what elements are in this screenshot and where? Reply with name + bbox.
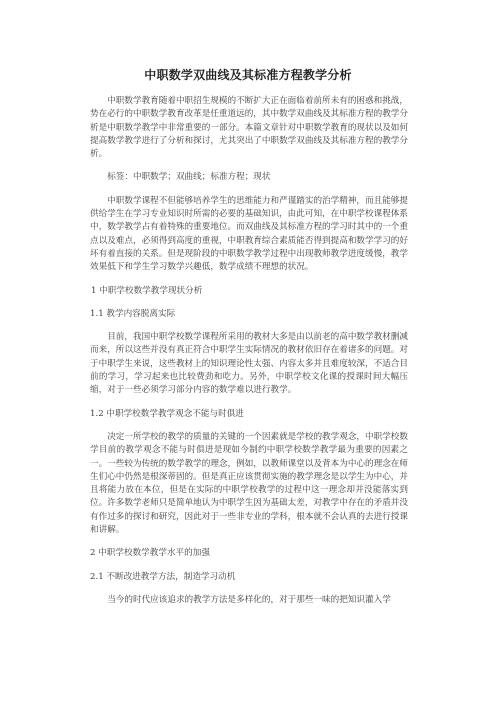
paper-title: 中职数学双曲线及其标准方程教学分析 (144, 68, 352, 82)
section-1-1-paragraph: 目前，我国中职学校数学课程所采用的教材大多是由以前老的高中数学教材删减而来，所以这些并没有真正符合中职学生实际情况的教材依旧存在着诸多的问题。对于中职学生来说，这些教材上的知识理论性太强、内容太多并且难度较深，不适合目前的学习，学习起来也比较费劲和吃力。另外，中职学校文化课的授课时间大幅压缩，对于一些必须学习部分内容的数学难以进行教学。 (90, 332, 408, 396)
keywords-line: 标签：中职数学；双曲线；标准方程；现状 (107, 172, 271, 183)
intro-paragraph: 中职数学课程不但能够培养学生的思维能力和严谨踏实的治学精神，而且能够提供给学生在学习专业知识时所需的必要的基础知识，由此可知，在中职学校课程体系中，数学教学占有着特殊的重要地位。而双曲线及其标准方程的学习时其中的一个重点以及难点，必须得到高度的重视，中职教育综合素质能否得到提高和数学学习的好坏有着直接的关系。但是现阶段的中职数学教学过程中出现教师教学进度缓慢，教学效果低下和学生学习数学兴趣低，数学成绩不理想的状况。 (90, 195, 408, 273)
section-2-heading: 2 中职学校数学教学水平的加强 (90, 548, 210, 559)
section-2-1-heading: 2.1 不断改进教学方法，制造学习动机 (90, 571, 236, 582)
section-1-1-heading: 1.1 教学内容脱离实际 (90, 308, 176, 319)
section-2-1-paragraph: 当今的时代应该追求的教学方法是多样化的，对于那些一味的把知识灌入学 (107, 594, 391, 605)
paper-body (90, 95, 408, 607)
section-1-2-heading: 1.2 中职学校数学教学观念不能与时俱进 (90, 408, 244, 419)
section-1-heading: 1 中职学校数学教学现状分析 (91, 285, 203, 296)
section-1-2-paragraph: 决定一所学校的教学的质量的关键的一个因素就是学校的教学观念，中职学校数学目前的教学观念不能与时俱进是现如今制约中职学校数学教学最为重要的因素之一。一些较为传统的数学教学的理念，例如，以教师课堂以及背本为中心的理念在师生们心中仍然是根深蒂固的。但是真正应该贯彻实施的教学理念是以学生为中心，并且将能力放在本位，但是在实际的中职学校教学的过程中这一理念却并没能落实到位。许多数学老师只是简单地认为中职学生因为基础太差，对教学中存在的矛盾并没有作过多的探讨和研究，因此对于一些非专业的学科，根本就不会认真的去进行授课和讲解。 (90, 431, 408, 536)
abstract-paragraph: 中职数学教育随着中职招生规模的不断扩大正在面临着前所未有的困惑和挑战，势在必行的中职数学教育改革是任重道远的，其中数学双曲线及其标准方程的教学分析是中职数学教学中非常重要的一部分。本篇文章针对中职数学教育的现状以及如何提高数学教学进行了分析和探讨，尤其突出了中职数学双曲线及其标准方程的教学分析。 (90, 96, 408, 160)
